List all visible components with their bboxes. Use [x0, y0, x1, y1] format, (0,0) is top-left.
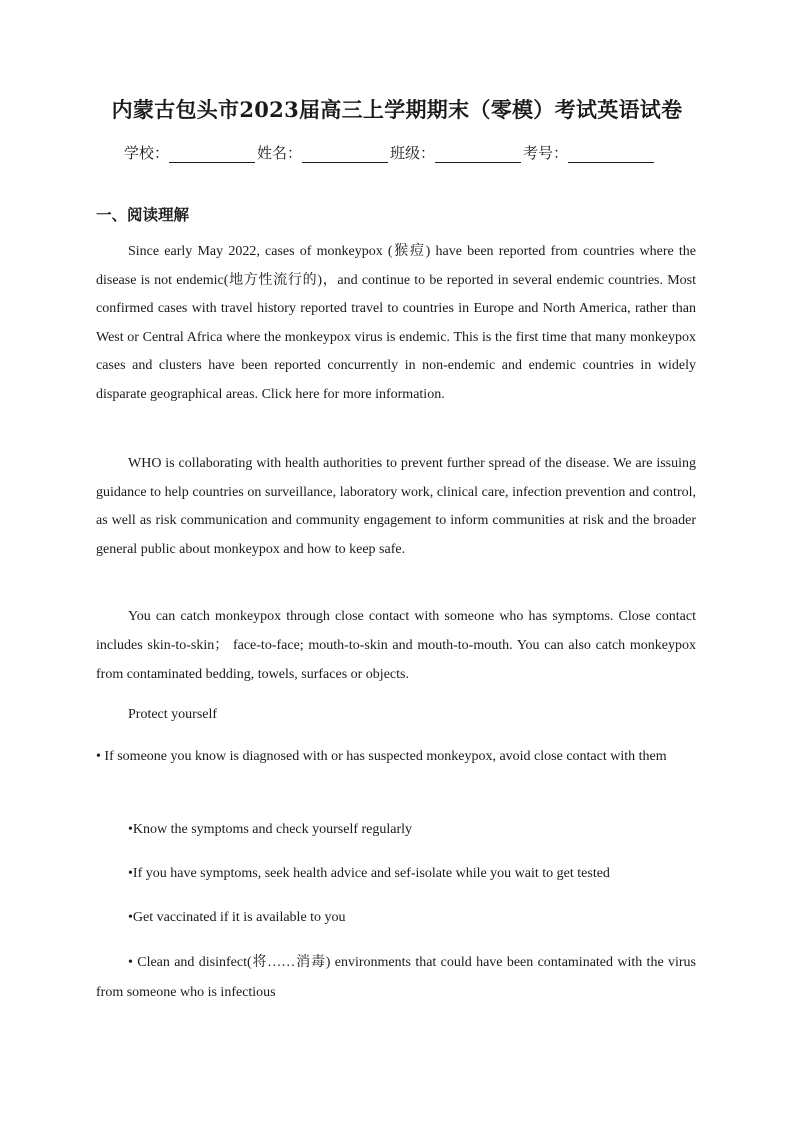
page-title: 内蒙古包头市2023届高三上学期期末（零模）考试英语试卷 — [111, 97, 683, 122]
bullet-5: • Clean and disinfect(将……消毒) environments that could have been contaminated with the virus from someone who is infectious — [96, 955, 696, 1000]
paragraph-3: You can catch monkeypox through close contact with someone who has symptoms. Close contact includes skin-to-skin； face-to-face; mouth-to-skin and mouth-to-mouth. You can also catch monkeypox from contaminated bedding, towels, surfaces or objects. — [96, 609, 696, 682]
bullet-3: •If you have symptoms, seek health advice and sef-isolate while you wait to get tested — [128, 866, 610, 881]
info-label-exam-number: 考号： — [523, 144, 569, 162]
paragraph-2: WHO is collaborating with health authorities to prevent further spread of the disease. We are issuing guidance to help countries on surveillance, laboratory work, clinical care, infection prevention and control, as well as risk communication and community engagement to inform communities at risk and the broader general public about monkeypox and how to keep safe. — [96, 456, 696, 557]
student-info-row — [124, 142, 684, 163]
name-blank[interactable] — [302, 147, 388, 163]
info-field-school — [124, 142, 257, 163]
bullet-1: • If someone you know is diagnosed with or has suspected monkeypox, avoid close contact with them — [96, 749, 667, 764]
info-field-name — [257, 142, 390, 163]
info-field-class — [390, 142, 523, 163]
bullet-2: •Know the symptoms and check yourself regularly — [128, 822, 413, 837]
protect-heading: Protect yourself — [128, 707, 218, 722]
info-label-class: 班级： — [390, 144, 436, 162]
school-blank[interactable] — [169, 147, 255, 163]
info-label-school: 学校： — [124, 144, 170, 162]
info-field-exam-number — [523, 142, 656, 163]
section-heading: 一、阅读理解 — [96, 206, 190, 224]
class-blank[interactable] — [435, 147, 521, 163]
exam-number-blank[interactable] — [568, 147, 654, 163]
bullet-4: •Get vaccinated if it is available to you — [128, 910, 346, 925]
info-label-name: 姓名： — [257, 144, 303, 162]
paragraph-1: Since early May 2022, cases of monkeypox (猴痘) have been reported from countries where the disease is not endemic(地方性流行的)，and continue to be reported in several endemic countries. Most confirmed cases with travel history reported travel to countries in Europe and North America, rather than West or Central Africa where the monkeypox virus is endemic. This is the first time that many monkeypox cases and clusters have been reported concurrently in non-endemic and endemic countries in widely disparate geographical areas. Click here for more information. — [96, 244, 696, 402]
